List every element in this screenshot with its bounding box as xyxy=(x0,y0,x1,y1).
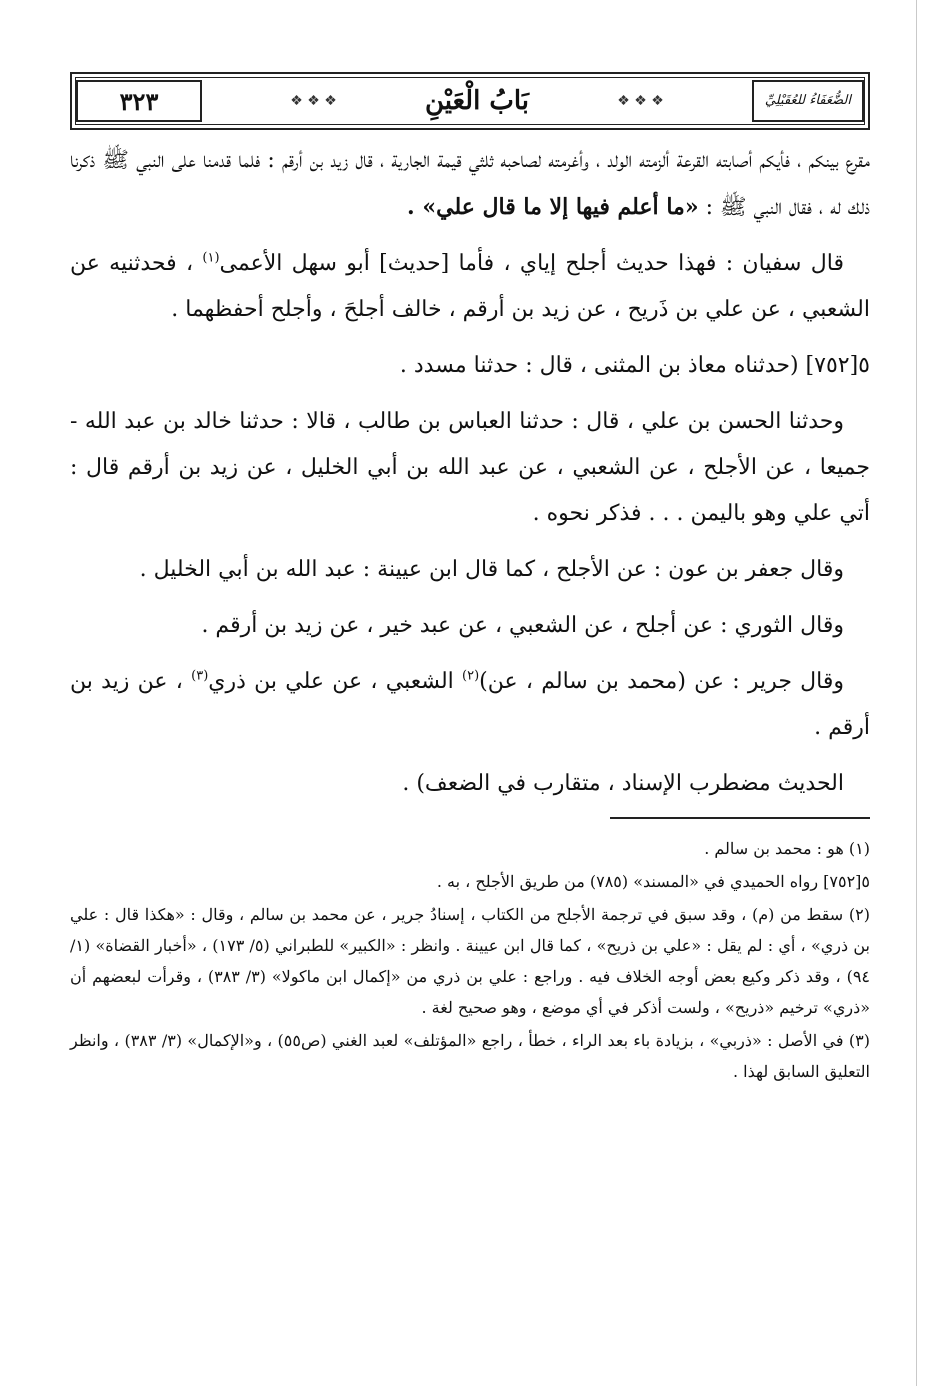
paragraph-2-text-b: ، فحدثنيه عن الشعبي ، عن علي بن ذَريح ، عن زيد بن أرقم ، خالف أجلحَ ، وأجلح أحفظهما . xyxy=(70,251,870,322)
footnote-ref-1: (١) xyxy=(202,250,220,266)
footnote-752: ٥[٧٥٢] رواه الحميدي في «المسند» (٧٨٥) من طريق الأجلح ، به . xyxy=(436,872,870,891)
paragraph-7 xyxy=(70,659,870,751)
page-number: ٣٢٣ xyxy=(76,80,202,122)
chapter-title: بَابُ الْعَيْنِ xyxy=(424,86,529,116)
footnote-ref-3: (٣) xyxy=(191,668,209,684)
ornament-left: ❖ ❖ ❖ xyxy=(290,93,337,109)
footnote-separator xyxy=(610,817,870,819)
paragraph-8: الحديث مضطرب الإسناد ، متقارب في الضعف) . xyxy=(402,771,844,796)
book-logo: الضُّعَفَاءُ للعُقَيْلِيِّ xyxy=(752,80,864,122)
footnote-1: (١) هو : محمد بن سالم . xyxy=(704,839,870,858)
paragraph-7-text-a: وقال جرير : عن (محمد بن سالم ، عن) xyxy=(479,669,844,694)
paragraph-1 xyxy=(70,138,870,231)
paragraph-5: وقال جعفر بن عون : عن الأجلح ، كما قال ابن عيينة : عبد الله بن أبي الخليل . xyxy=(139,557,844,582)
book-page xyxy=(70,72,870,1089)
paragraph-7-text-c: ، عن زيد بن أرقم . xyxy=(70,669,870,740)
page-header xyxy=(70,72,870,130)
page-edge-line xyxy=(916,0,917,1386)
prophet-quote: «ما أعلم فيها إلا ما قال علي» . xyxy=(407,194,699,220)
main-text xyxy=(70,138,870,807)
footnote-2: (٢) سقط من (م) ، وقد سبق في ترجمة الأجلح من الكتاب ، إسنادُ جرير ، عن محمد بن سالم ، وقال : «هكذا قال : علي بن ذري» ، أي : لم يقل : «علي بن ذريح» ، كما قال ابن عيينة . وانظر : «الكبير» للطبراني (٥/ ١٧٣) ، «أخبار القضاة» (١/ ٩٤) ، وقد ذكر وكيع بعض أوجه الخلاف فيه . وراجع : علي بن ذري من «إكمال ابن ماكولا» (٣/ ٣٨٣) ، وقرأت لبعضهم أن «ذري» ترخيم «ذريح» ، ولست أذكر في أي موضع ، وهو صحيح لغة . xyxy=(70,905,870,1017)
footnotes xyxy=(70,833,870,1087)
paragraph-2-text-a: قال سفيان : فهذا حديث أجلح إياي ، فأما [حديث] أبو سهل الأعمى xyxy=(219,251,844,276)
paragraph-2 xyxy=(70,241,870,333)
paragraph-7-text-b: الشعبي ، عن علي بن ذري xyxy=(208,669,454,694)
hadith-752-heading: ٥[٧٥٢] (حدثناه معاذ بن المثنى ، قال : حدثنا مسدد . xyxy=(399,353,870,378)
footnote-3: (٣) في الأصل : «ذربي» ، بزيادة باء بعد الراء ، خطأ ، راجع «المؤتلف» لعبد الغني (ص٥٥) ، و«الإكمال» (٣/ ٣٨٣) ، وانظر التعليق السابق لهذا . xyxy=(70,1031,870,1081)
paragraph-1-text: مقرع بينكم ، فأيكم أصابته القرعة ألزمته الولد ، وأغرمته لصاحبه ثلثي قيمة الجارية ، قال زيد بن أرقم : فلما قدمنا على النبي ﷺ ذكرنا ذلك له ، فقال النبي ﷺ : xyxy=(70,148,870,220)
footnote-ref-2: (٢) xyxy=(462,668,480,684)
ornament-right: ❖ ❖ ❖ xyxy=(617,93,664,109)
paragraph-6: وقال الثوري : عن أجلح ، عن الشعبي ، عن عبد خير ، عن زيد بن أرقم . xyxy=(201,613,844,638)
paragraph-4: وحدثنا الحسن بن علي ، قال : حدثنا العباس بن طالب ، قالا : حدثنا خالد بن عبد الله - جميعا ، عن الأجلح ، عن الشعبي ، عن عبد الله بن أبي الخليل ، عن زيد بن أرقم قال : أتي علي وهو باليمن . . . فذكر نحوه . xyxy=(70,409,870,526)
